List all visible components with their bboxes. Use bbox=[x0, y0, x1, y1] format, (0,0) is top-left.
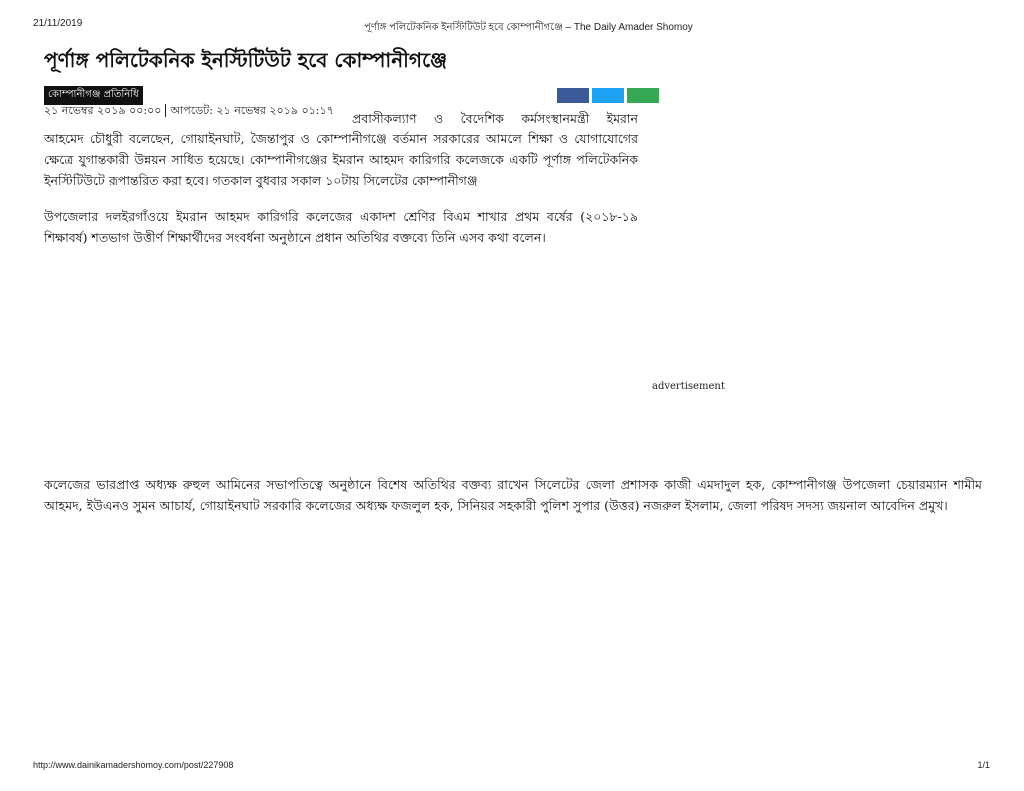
updated-time: আপডেট: ২১ নভেম্বর ২০১৯ ০১:১৭ bbox=[170, 104, 334, 117]
advertisement-label: advertisement bbox=[652, 381, 725, 392]
share-bar bbox=[557, 88, 659, 103]
published-time: ২১ নভেম্বর ২০১৯ ০০:০০ bbox=[44, 104, 162, 117]
byline-badge: কোম্পানীগঞ্জ প্রতিনিধি bbox=[44, 86, 143, 105]
article-paragraph-1: আহমেদ চৌধুরী বলেছেন, গোয়াইনঘাট, জৈন্তাপুর ও কোম্পানীগঞ্জে বর্তমান সরকারের আমলে শিক্ষা ও যোগাযোগের ক্ষেত্রে যুগান্তকারী উন্নয়ন সাধিত হয়েছে। কোম্পানীগঞ্জের ইমরান আহমদ কারিগরি কলেজকে একটি পূর্ণাঙ্গ পলিটেকনিক ইনস্টিটিউটে রূপান্তরিত করা হবে। গতকাল বুধবার সকাল ১০টায় সিলেটের কোম্পানীগঞ্জ bbox=[44, 131, 638, 188]
dateline bbox=[44, 102, 334, 121]
print-url: http://www.dainikamadershomoy.com/post/227908 bbox=[33, 760, 234, 770]
dateline-separator bbox=[165, 104, 166, 117]
print-page-number: 1/1 bbox=[977, 760, 990, 770]
facebook-share-button[interactable] bbox=[557, 88, 589, 103]
article-paragraph-2: উপজেলার দলইরগাঁওয়ে ইমরান আহমদ কারিগরি কলেজের একাদশ শ্রেণির বিএম শাখার প্রথম বর্ষের (২০১৮-১৯ শিক্ষাবর্ষ) শতভাগ উত্তীর্ণ শিক্ষার্থীদের সংবর্ধনা অনুষ্ঠানে প্রধান অতিথির বক্তব্যে তিনি এসব কথা বলেন। bbox=[44, 209, 638, 245]
article-lede: প্রবাসীকল্যাণ ও বৈদেশিক কর্মসংস্থানমন্ত্রী ইমরান bbox=[352, 111, 638, 126]
article-paragraph-3: কলেজের ভারপ্রাপ্ত অধ্যক্ষ রুহুল আমিনের সভাপতিত্বে অনুষ্ঠানে বিশেষ অতিথির বক্তব্য রাখেন সিলেটের জেলা প্রশাসক কাজী এমদাদুল হক, কোম্পানীগঞ্জ উপজেলা চেয়ারম্যান শামীম আহমদ, ইউএনও সুমন আচার্য, গোয়াইনঘাট সরকারি কলেজের অধ্যক্ষ ফজলুল হক, সিনিয়র সহকারী পুলিশ সুপার (উত্তর) নজরুল ইসলাম, জেলা পরিষদ সদস্য জয়নাল আবেদিন প্রমুখ। bbox=[44, 477, 982, 513]
article-headline: পূর্ণাঙ্গ পলিটেকনিক ইনস্টিটিউট হবে কোম্পানীগঞ্জে bbox=[44, 48, 448, 72]
twitter-share-button[interactable] bbox=[592, 88, 624, 103]
print-date: 21/11/2019 bbox=[33, 18, 83, 29]
whatsapp-share-button[interactable] bbox=[627, 88, 659, 103]
print-page-title: পূর্ণাঙ্গ পলিটেকনিক ইনস্টিটিউট হবে কোম্পানীগঞ্জে – The Daily Amader Shomoy bbox=[364, 22, 693, 33]
